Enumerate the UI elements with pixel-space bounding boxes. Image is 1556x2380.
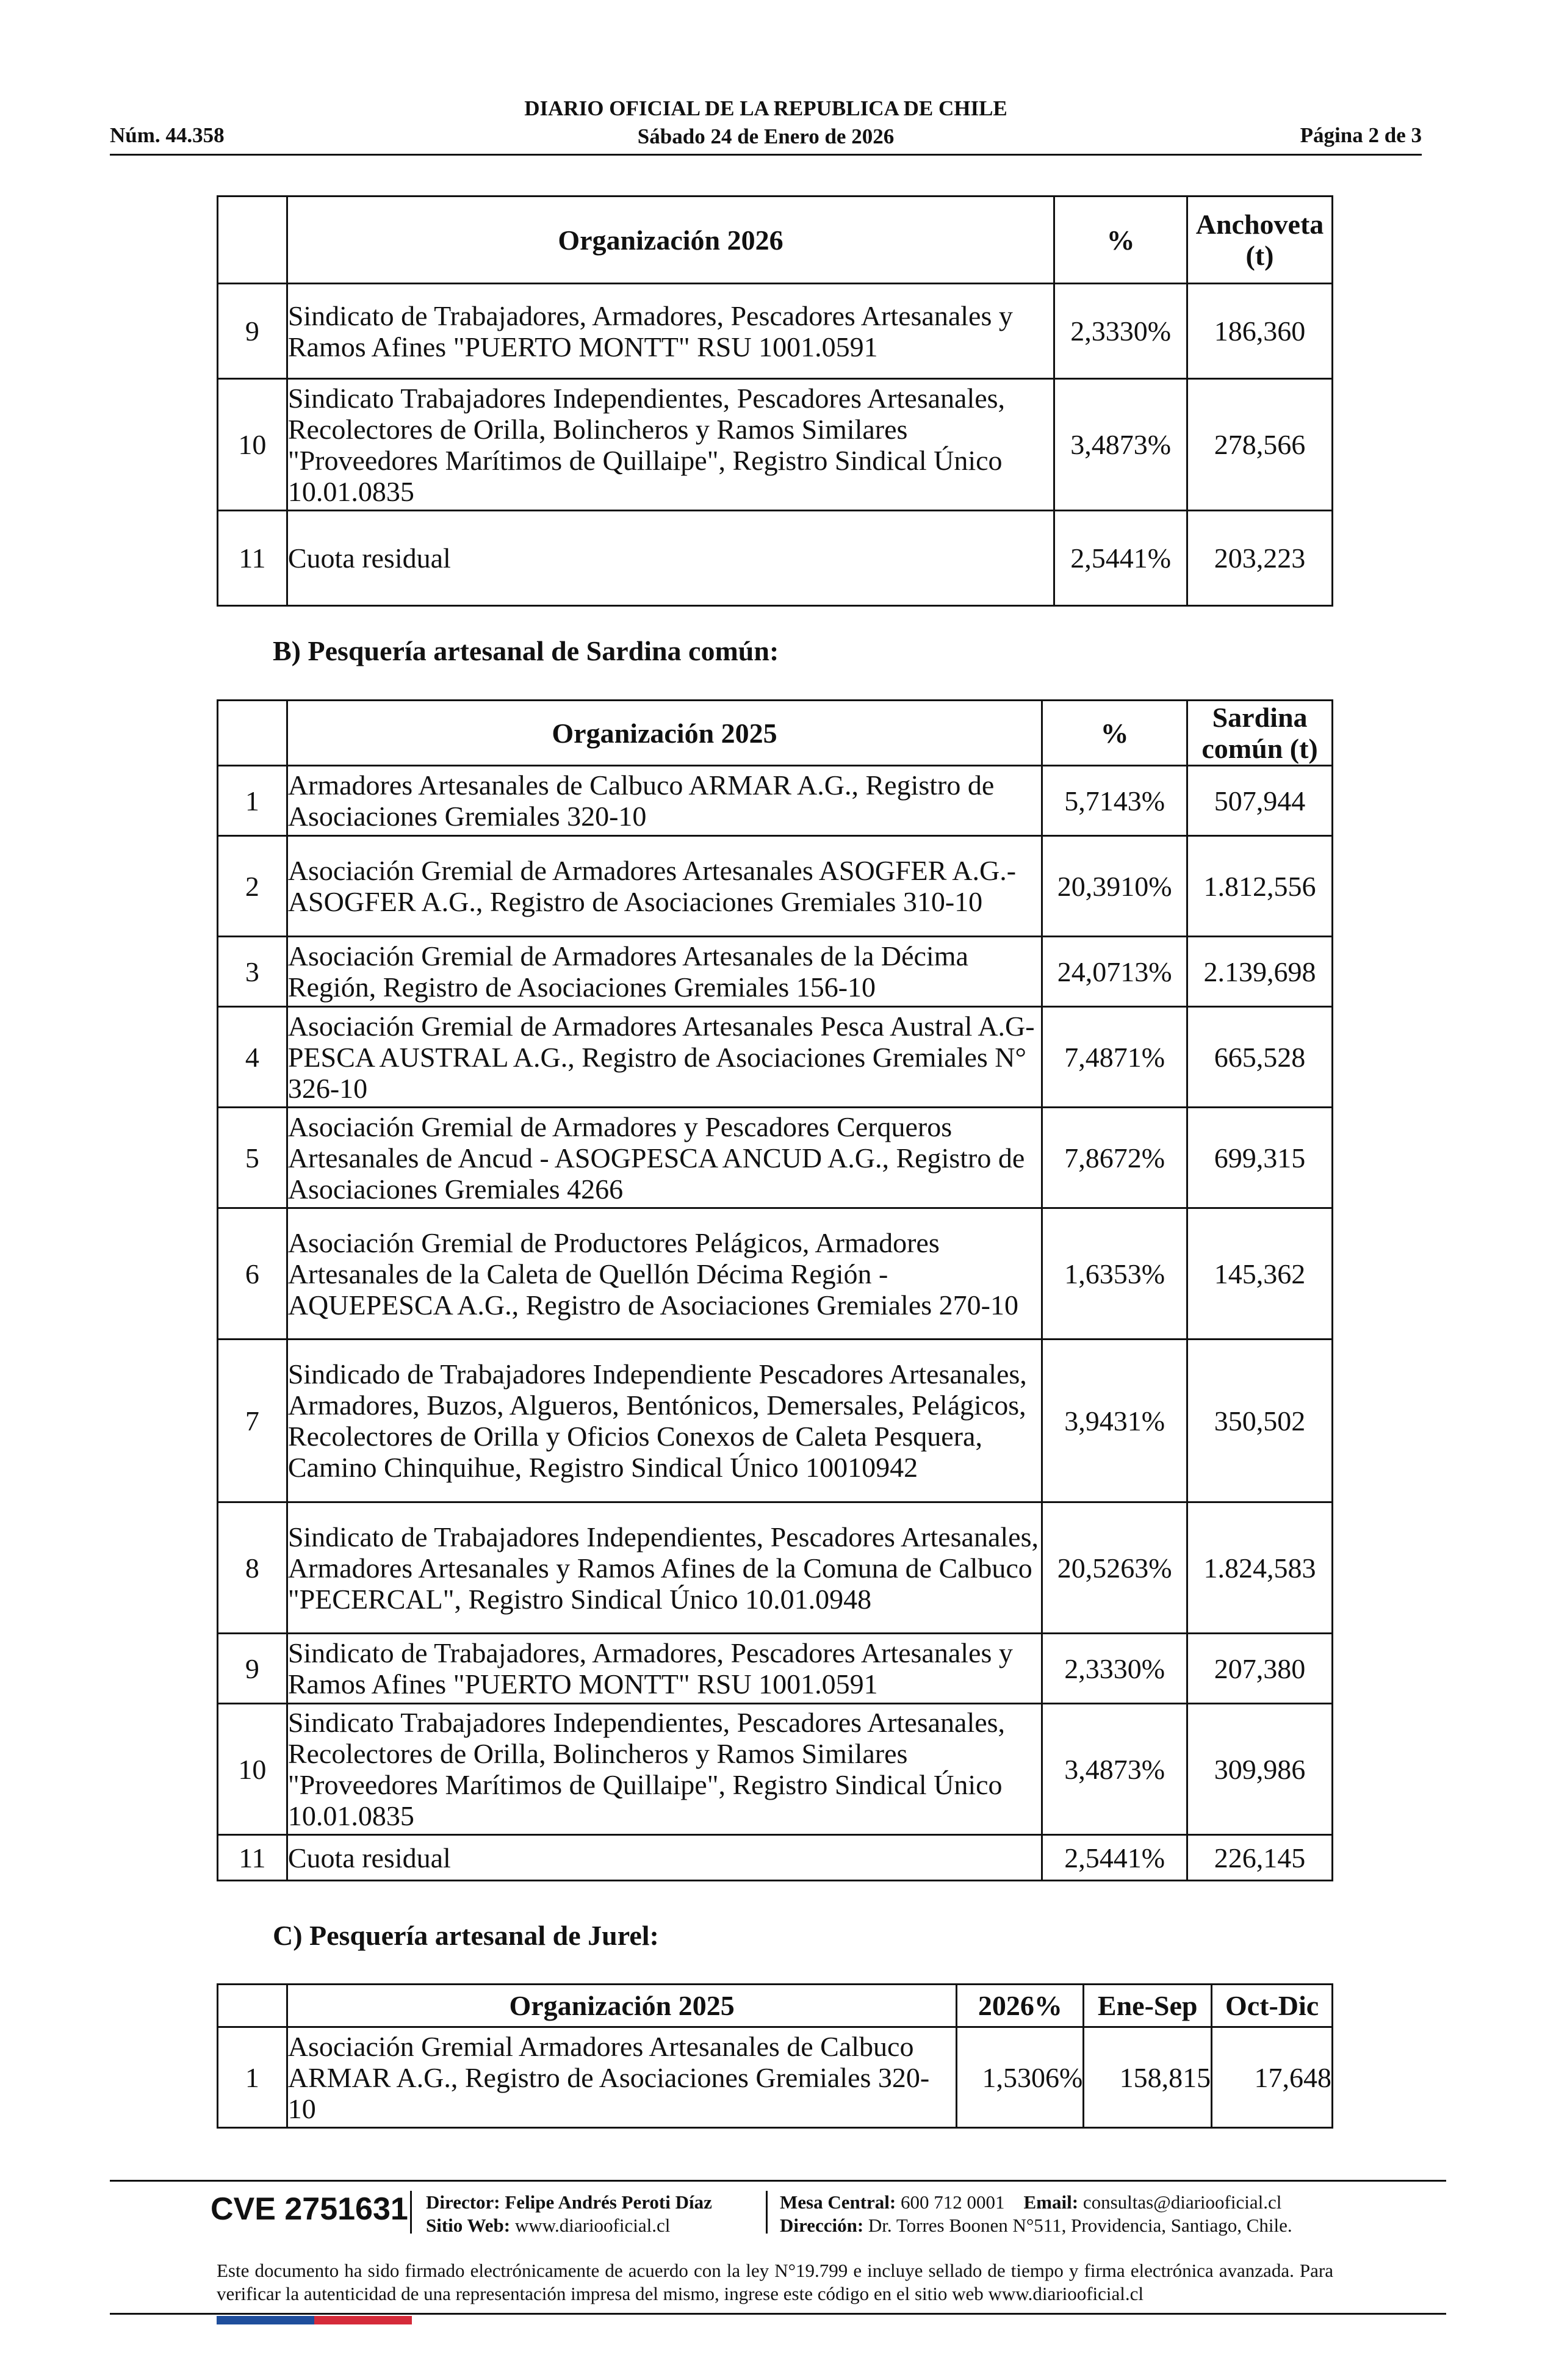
sardina-table (217, 699, 1333, 1881)
header-cell: Organización 2025 (287, 701, 1042, 766)
page-number: Página 2 de 3 (1300, 123, 1422, 147)
footer-divider (110, 2180, 1446, 2182)
table-row (218, 766, 1333, 836)
flag-blue-stripe (217, 2316, 314, 2324)
row-number: 3 (218, 937, 287, 1007)
publication-date: Sábado 24 de Enero de 2026 (637, 124, 895, 148)
quota-value: 203,223 (1187, 511, 1333, 606)
quota-value: 278,566 (1187, 379, 1333, 511)
quota-value: 309,986 (1187, 1704, 1333, 1835)
table-row (218, 1108, 1333, 1208)
percentage: 20,3910% (1042, 836, 1187, 937)
publication-title: DIARIO OFICIAL DE LA REPUBLICA DE CHILE (524, 96, 1007, 120)
footer-separator (410, 2191, 412, 2234)
table-row (218, 1007, 1333, 1108)
website-label: Sitio Web: (426, 2215, 511, 2236)
header-cell (218, 701, 287, 766)
footer-director-block (426, 2191, 712, 2237)
row-number: 4 (218, 1007, 287, 1108)
header-cell: % (1042, 701, 1187, 766)
row-number: 7 (218, 1340, 287, 1502)
table-header-row (218, 197, 1333, 284)
organization-name: Asociación Gremial de Armadores Artesanales ASOGFER A.G.-ASOGFER A.G., Registro de Asociaciones Gremiales 310-10 (287, 836, 1042, 937)
header-cell: Sardina común (t) (1187, 701, 1333, 766)
percentage: 5,7143% (1042, 766, 1187, 836)
organization-name: Asociación Gremial de Armadores y Pescadores Cerqueros Artesanales de Ancud - ASOGPESCA ANCUD A.G., Registro de Asociaciones Gremiales 4266 (287, 1108, 1042, 1208)
quota-value: 350,502 (1187, 1340, 1333, 1502)
header-cell (218, 197, 287, 284)
organization-name: Sindicato de Trabajadores, Armadores, Pescadores Artesanales y Ramos Afines "PUERTO MONTT" RSU 1001.0591 (287, 1634, 1042, 1704)
mesa-label: Mesa Central: (780, 2191, 896, 2213)
organization-name: Cuota residual (287, 511, 1054, 606)
header-divider (110, 154, 1422, 156)
oct-dic-value: 17,648 (1212, 2027, 1333, 2128)
organization-name: Sindicato de Trabajadores Independientes, Pescadores Artesanales, Armadores Artesanales y Ramos Afines de la Comuna de Calbuco "PECERCAL", Registro Sindical Único 10.01.0948 (287, 1502, 1042, 1634)
header-cell (218, 1985, 287, 2027)
header-cell: Organización 2026 (287, 197, 1054, 284)
percentage: 2,3330% (1054, 284, 1187, 379)
jurel-table (217, 1983, 1333, 2129)
organization-name: Sindicato de Trabajadores, Armadores, Pescadores Artesanales y Ramos Afines "PUERTO MONTT" RSU 1001.0591 (287, 284, 1054, 379)
address-label: Dirección: (780, 2215, 864, 2236)
table-row (218, 1502, 1333, 1634)
address: Dr. Torres Boonen N°511, Providencia, Santiago, Chile. (868, 2215, 1292, 2236)
header-center (110, 95, 1422, 151)
percentage: 7,8672% (1042, 1108, 1187, 1208)
organization-name: Asociación Gremial Armadores Artesanales de Calbuco ARMAR A.G., Registro de Asociaciones Gremiales 320-10 (287, 2027, 957, 2128)
percentage: 3,9431% (1042, 1340, 1187, 1502)
issue-number: Núm. 44.358 (110, 123, 225, 147)
footer-bottom-divider (110, 2313, 1446, 2315)
row-number: 11 (218, 511, 287, 606)
organization-name: Asociación Gremial de Productores Pelágicos, Armadores Artesanales de la Caleta de Quellón Décima Región - AQUEPESCA A.G., Registro de Asociaciones Gremiales 270-10 (287, 1208, 1042, 1340)
mesa-phone: 600 712 0001 (901, 2191, 1005, 2213)
footer-contact-block (780, 2191, 1292, 2237)
percentage: 24,0713% (1042, 937, 1187, 1007)
organization-name: Asociación Gremial de Armadores Artesanales Pesca Austral A.G-PESCA AUSTRAL A.G., Registro de Asociaciones Gremiales N° 326-10 (287, 1007, 1042, 1108)
email-label: Email: (1023, 2191, 1079, 2213)
table-row (218, 1634, 1333, 1704)
row-number: 9 (218, 1634, 287, 1704)
flag-red-stripe (314, 2316, 412, 2324)
percentage: 3,4873% (1042, 1704, 1187, 1835)
quota-value: 699,315 (1187, 1108, 1333, 1208)
quota-value: 665,528 (1187, 1007, 1333, 1108)
organization-name: Sindicado de Trabajadores Independiente Pescadores Artesanales, Armadores, Buzos, Algueros, Bentónicos, Demersales, Pelágicos, Recolectores de Orilla y Oficios Conexos de Caleta Pesquera, Camino Chinquihue, Registro Sindical Único 10010942 (287, 1340, 1042, 1502)
table-header-row (218, 1985, 1333, 2027)
section-c-title: C) Pesquería artesanal de Jurel: (273, 1920, 659, 1951)
director-name: Felipe Andrés Peroti Díaz (505, 2191, 712, 2213)
ene-sep-value: 158,815 (1084, 2027, 1212, 2128)
row-number: 10 (218, 1704, 287, 1835)
table-row (218, 1704, 1333, 1835)
table-row (218, 284, 1333, 379)
row-number: 1 (218, 766, 287, 836)
anchoveta-table (217, 195, 1333, 607)
director-label: Director: (426, 2191, 500, 2213)
legal-notice: Este documento ha sido firmado electrónicamente de acuerdo con la ley N°19.799 e incluye sellado de tiempo y firma electrónica avanzada. Para verificar la autenticidad de una representación impresa del mismo, ingrese este código en el sitio web www.diariooficial.cl (217, 2260, 1333, 2304)
table-row (218, 1835, 1333, 1881)
organization-name: Cuota residual (287, 1835, 1042, 1881)
percentage: 1,6353% (1042, 1208, 1187, 1340)
quota-value: 207,380 (1187, 1634, 1333, 1704)
table-row (218, 1340, 1333, 1502)
row-number: 9 (218, 284, 287, 379)
percentage: 3,4873% (1054, 379, 1187, 511)
quota-value: 226,145 (1187, 1835, 1333, 1881)
row-number: 1 (218, 2027, 287, 2128)
row-number: 5 (218, 1108, 287, 1208)
table-row (218, 1208, 1333, 1340)
header-cell: Anchoveta (t) (1187, 197, 1333, 284)
header-cell: % (1054, 197, 1187, 284)
table-row (218, 379, 1333, 511)
quota-value: 507,944 (1187, 766, 1333, 836)
header-cell: 2026% (957, 1985, 1084, 2027)
row-number: 10 (218, 379, 287, 511)
percentage: 2,3330% (1042, 1634, 1187, 1704)
row-number: 11 (218, 1835, 287, 1881)
organization-name: Asociación Gremial de Armadores Artesanales de la Décima Región, Registro de Asociaciones Gremiales 156-10 (287, 937, 1042, 1007)
table-row (218, 937, 1333, 1007)
quota-value: 1.824,583 (1187, 1502, 1333, 1634)
organization-name: Armadores Artesanales de Calbuco ARMAR A.G., Registro de Asociaciones Gremiales 320-10 (287, 766, 1042, 836)
website-link[interactable]: www.diariooficial.cl (514, 2215, 671, 2236)
organization-name: Sindicato Trabajadores Independientes, Pescadores Artesanales, Recolectores de Orilla, Bolincheros y Ramos Similares "Proveedores Marítimos de Quillaipe", Registro Sindical Único 10.01.0835 (287, 379, 1054, 511)
percentage: 2,5441% (1042, 1835, 1187, 1881)
quota-value: 145,362 (1187, 1208, 1333, 1340)
percentage: 1,5306% (957, 2027, 1084, 2128)
header-cell: Ene-Sep (1084, 1985, 1212, 2027)
table-row (218, 2027, 1333, 2128)
table-header-row (218, 701, 1333, 766)
row-number: 8 (218, 1502, 287, 1634)
quota-value: 2.139,698 (1187, 937, 1333, 1007)
percentage: 20,5263% (1042, 1502, 1187, 1634)
quota-value: 186,360 (1187, 284, 1333, 379)
cve-code: CVE 2751631 (211, 2191, 408, 2227)
row-number: 6 (218, 1208, 287, 1340)
organization-name: Sindicato Trabajadores Independientes, Pescadores Artesanales, Recolectores de Orilla, Bolincheros y Ramos Similares "Proveedores Marítimos de Quillaipe", Registro Sindical Único 10.01.0835 (287, 1704, 1042, 1835)
header-cell: Organización 2025 (287, 1985, 957, 2027)
section-b-title: B) Pesquería artesanal de Sardina común: (273, 635, 779, 666)
percentage: 7,4871% (1042, 1007, 1187, 1108)
header-cell: Oct-Dic (1212, 1985, 1333, 2027)
quota-value: 1.812,556 (1187, 836, 1333, 937)
table-row (218, 836, 1333, 937)
page-header (110, 95, 1422, 150)
percentage: 2,5441% (1054, 511, 1187, 606)
email-link[interactable]: consultas@diariooficial.cl (1082, 2191, 1282, 2213)
table-row (218, 511, 1333, 606)
row-number: 2 (218, 836, 287, 937)
footer-separator (766, 2191, 768, 2234)
